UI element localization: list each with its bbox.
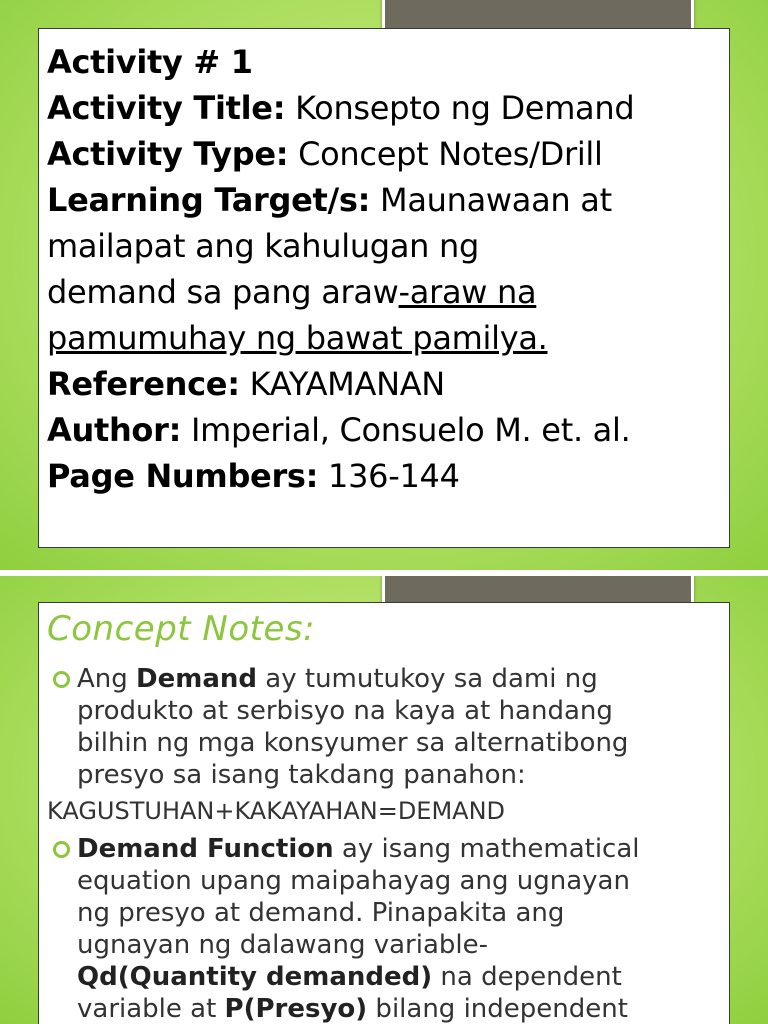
- reference: Reference: KAYAMANAN: [47, 365, 445, 403]
- slide-concept-notes: [0, 576, 768, 1024]
- bullet-demand-function: Demand Function ay isang mathematical equation upang maipahayag ang ugnayan ng presyo at demand. Pinapakita ang ugnayan ng dalawang variable- Qd(Quantity demanded) na dependent variable at P(Presyo) bilang independent: [47, 833, 729, 1024]
- demand-formula: KAGUSTUHAN+KAKAYAHAN=DEMAND: [47, 797, 506, 825]
- activity-card: [38, 28, 730, 548]
- bullet-circle-icon: [53, 671, 70, 688]
- activity-title: Activity Title: Konsepto ng Demand: [47, 89, 635, 127]
- activity-number: Activity # 1: [47, 43, 253, 81]
- concept-notes-card: [38, 602, 730, 1024]
- learning-target-line-2: mailapat ang kahulugan ng: [47, 227, 479, 265]
- learning-target-line-4: pamumuhay ng bawat pamilya.: [47, 319, 548, 357]
- bullet-demand: Ang Demand ay tumutukoy sa dami ng produkto at serbisyo na kaya at handang bilhin ng mga konsyumer sa alternatibong presyo sa isang takdang panahon:: [47, 663, 729, 791]
- author: Author: Imperial, Consuelo M. et. al.: [47, 411, 631, 449]
- concept-notes-heading: Concept Notes:: [47, 609, 316, 649]
- learning-target-line-3: demand sa pang araw-araw na: [47, 273, 537, 311]
- activity-type: Activity Type: Concept Notes/Drill: [47, 135, 603, 173]
- learning-target: Learning Target/s: Maunawaan at: [47, 181, 612, 219]
- page-numbers: Page Numbers: 136-144: [47, 457, 460, 495]
- bullet-circle-icon: [53, 841, 70, 858]
